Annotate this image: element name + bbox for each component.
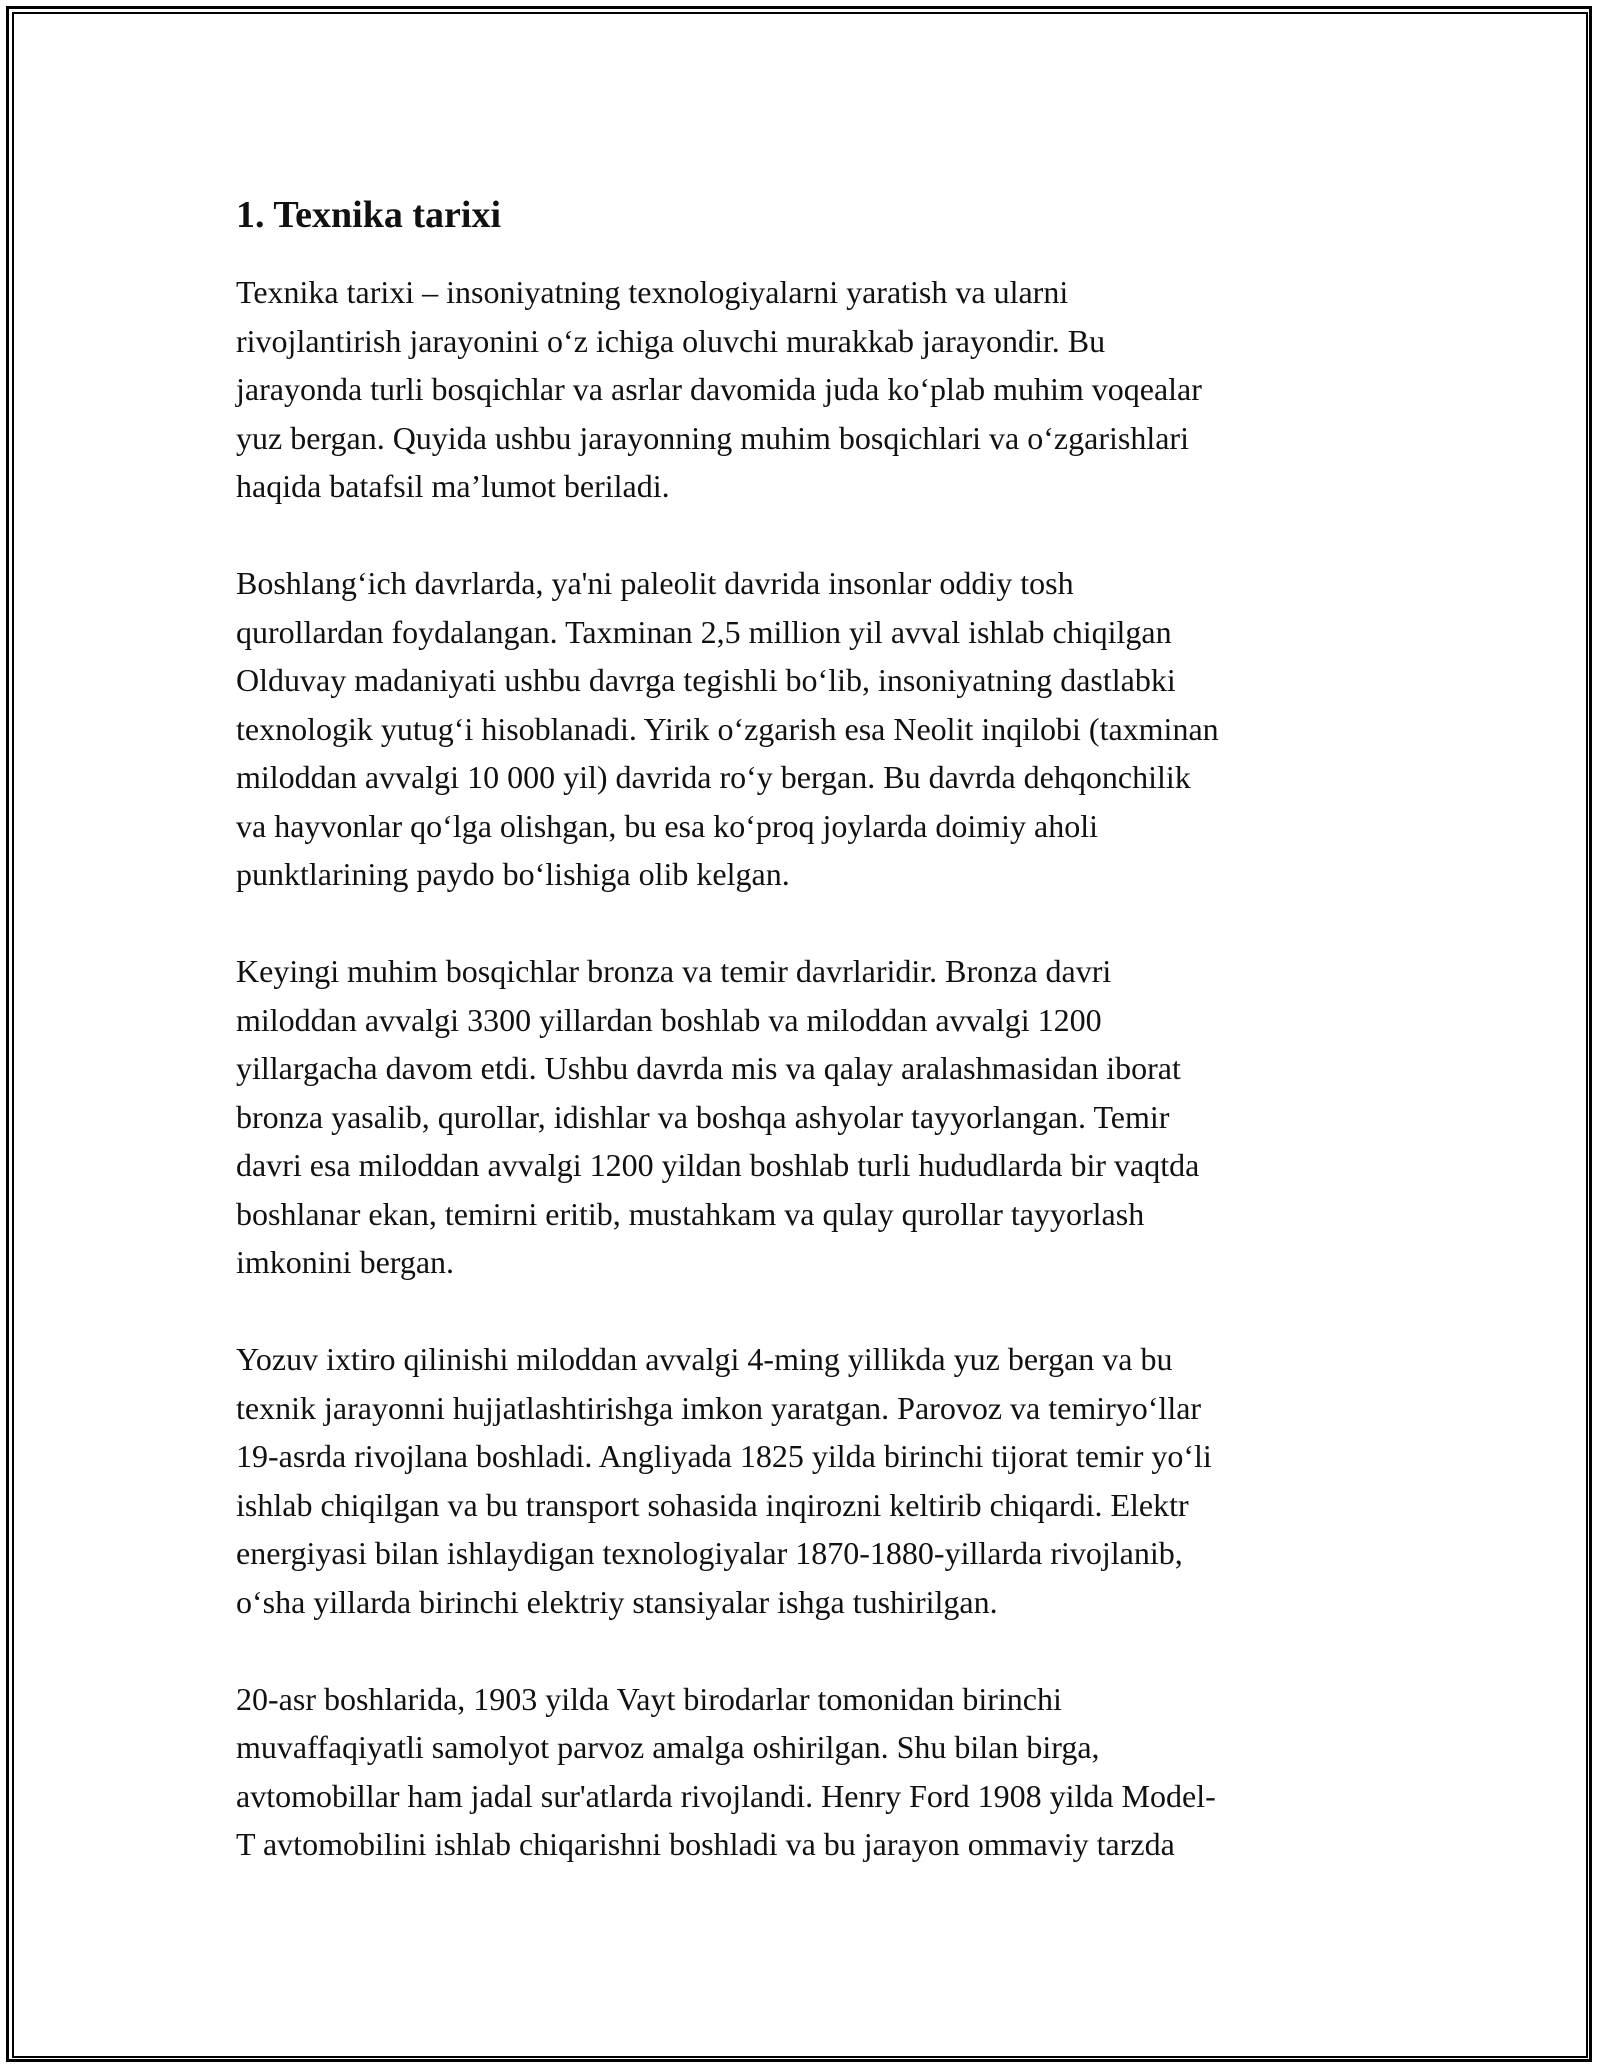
text-line: Texnika tarixi – insoniyatning texnologiyalarni yaratish va ularni	[236, 274, 1069, 310]
text-line: miloddan avvalgi 3300 yillardan boshlab va miloddan avvalgi 1200	[236, 1001, 1102, 1038]
text-line: Keyingi muhim bosqichlar bronza va temir davrlaridir. Bronza davri	[236, 953, 1112, 989]
text-line: yillargacha davom etdi. Ushbu davrda mis va qalay aralashmasidan iborat	[236, 1050, 1181, 1086]
section-heading: 1. Texnika tarixi	[236, 194, 501, 236]
text-line: yuz bergan. Quyida ushbu jarayonning muhim bosqichlari va o‘zgarishlari	[236, 419, 1189, 456]
paragraph	[236, 1335, 1368, 1626]
text-line: o‘sha yillarda birinchi elektriy stansiyalar ishga tushirilgan.	[236, 1583, 998, 1620]
text-line: 20-asr boshlarida, 1903 yilda Vayt birodarlar tomonidan birinchi	[236, 1680, 1062, 1717]
text-line: miloddan avvalgi 10 000 yil) davrida ro‘y bergan. Bu davrda dehqonchilik	[236, 759, 1191, 795]
text-line: qurollardan foydalangan. Taxminan 2,5 million yil avval ishlab chiqilgan	[236, 613, 1172, 650]
text-line: muvaffaqiyatli samolyot parvoz amalga oshirilgan. Shu bilan birga,	[236, 1729, 1100, 1765]
text-line: energiyasi bilan ishlaydigan texnologiyalar 1870-1880-yillarda rivojlanib,	[236, 1535, 1183, 1571]
text-line: texnik jarayonni hujjatlashtirishga imkon yaratgan. Parovoz va temiryo‘llar	[236, 1389, 1202, 1426]
text-line: Boshlang‘ich davrlarda, ya'ni paleolit davrida insonlar oddiy tosh	[236, 565, 1074, 601]
text-line: bronza yasalib, qurollar, idishlar va boshqa ashyolar tayyorlangan. Temir	[236, 1098, 1170, 1135]
text-line: imkonini bergan.	[236, 1244, 455, 1280]
text-line: jarayonda turli bosqichlar va asrlar davomida juda ko‘plab muhim voqealar	[236, 371, 1202, 407]
text-line: boshlanar ekan, temirni eritib, mustahkam va qulay qurollar tayyorlash	[236, 1195, 1145, 1232]
text-line: va hayvonlar qo‘lga olishgan, bu esa ko‘proq joylarda doimiy aholi	[236, 807, 1099, 844]
text-line: texnologik yutug‘i hisoblanadi. Yirik o‘zgarish esa Neolit inqilobi (taxminan	[236, 710, 1219, 747]
text-line: Yozuv ixtiro qilinishi miloddan avvalgi 4-ming yillikda yuz bergan va bu	[236, 1341, 1173, 1377]
text-line: T avtomobilini ishlab chiqarishni boshladi va bu jarayon ommaviy tarzda	[236, 1826, 1175, 1862]
paragraph	[236, 559, 1368, 899]
text-line: Olduvay madaniyati ushbu davrga tegishli bo‘lib, insoniyatning dastlabki	[236, 662, 1176, 698]
text-line: ishlab chiqilgan va bu transport sohasida inqirozni keltirib chiqardi. Elektr	[236, 1486, 1189, 1523]
text-line: avtomobillar ham jadal sur'atlarda rivojlandi. Henry Ford 1908 yilda Model-	[236, 1777, 1216, 1814]
text-line: 19-asrda rivojlana boshladi. Angliyada 1825 yilda birinchi tijorat temir yo‘li	[236, 1438, 1212, 1474]
paragraph	[236, 268, 1368, 511]
paragraph	[236, 1675, 1368, 1869]
paragraph-list	[236, 268, 1368, 1869]
text-line: davri esa miloddan avvalgi 1200 yildan boshlab turli hududlarda bir vaqtda	[236, 1147, 1200, 1183]
text-line: rivojlantirish jarayonini o‘z ichiga oluvchi murakkab jarayondir. Bu	[236, 322, 1106, 359]
document-body	[236, 188, 1368, 1917]
text-line: haqida batafsil ma’lumot beriladi.	[236, 468, 670, 504]
text-line: punktlarining paydo bo‘lishiga olib kelgan.	[236, 856, 790, 892]
paragraph	[236, 947, 1368, 1287]
